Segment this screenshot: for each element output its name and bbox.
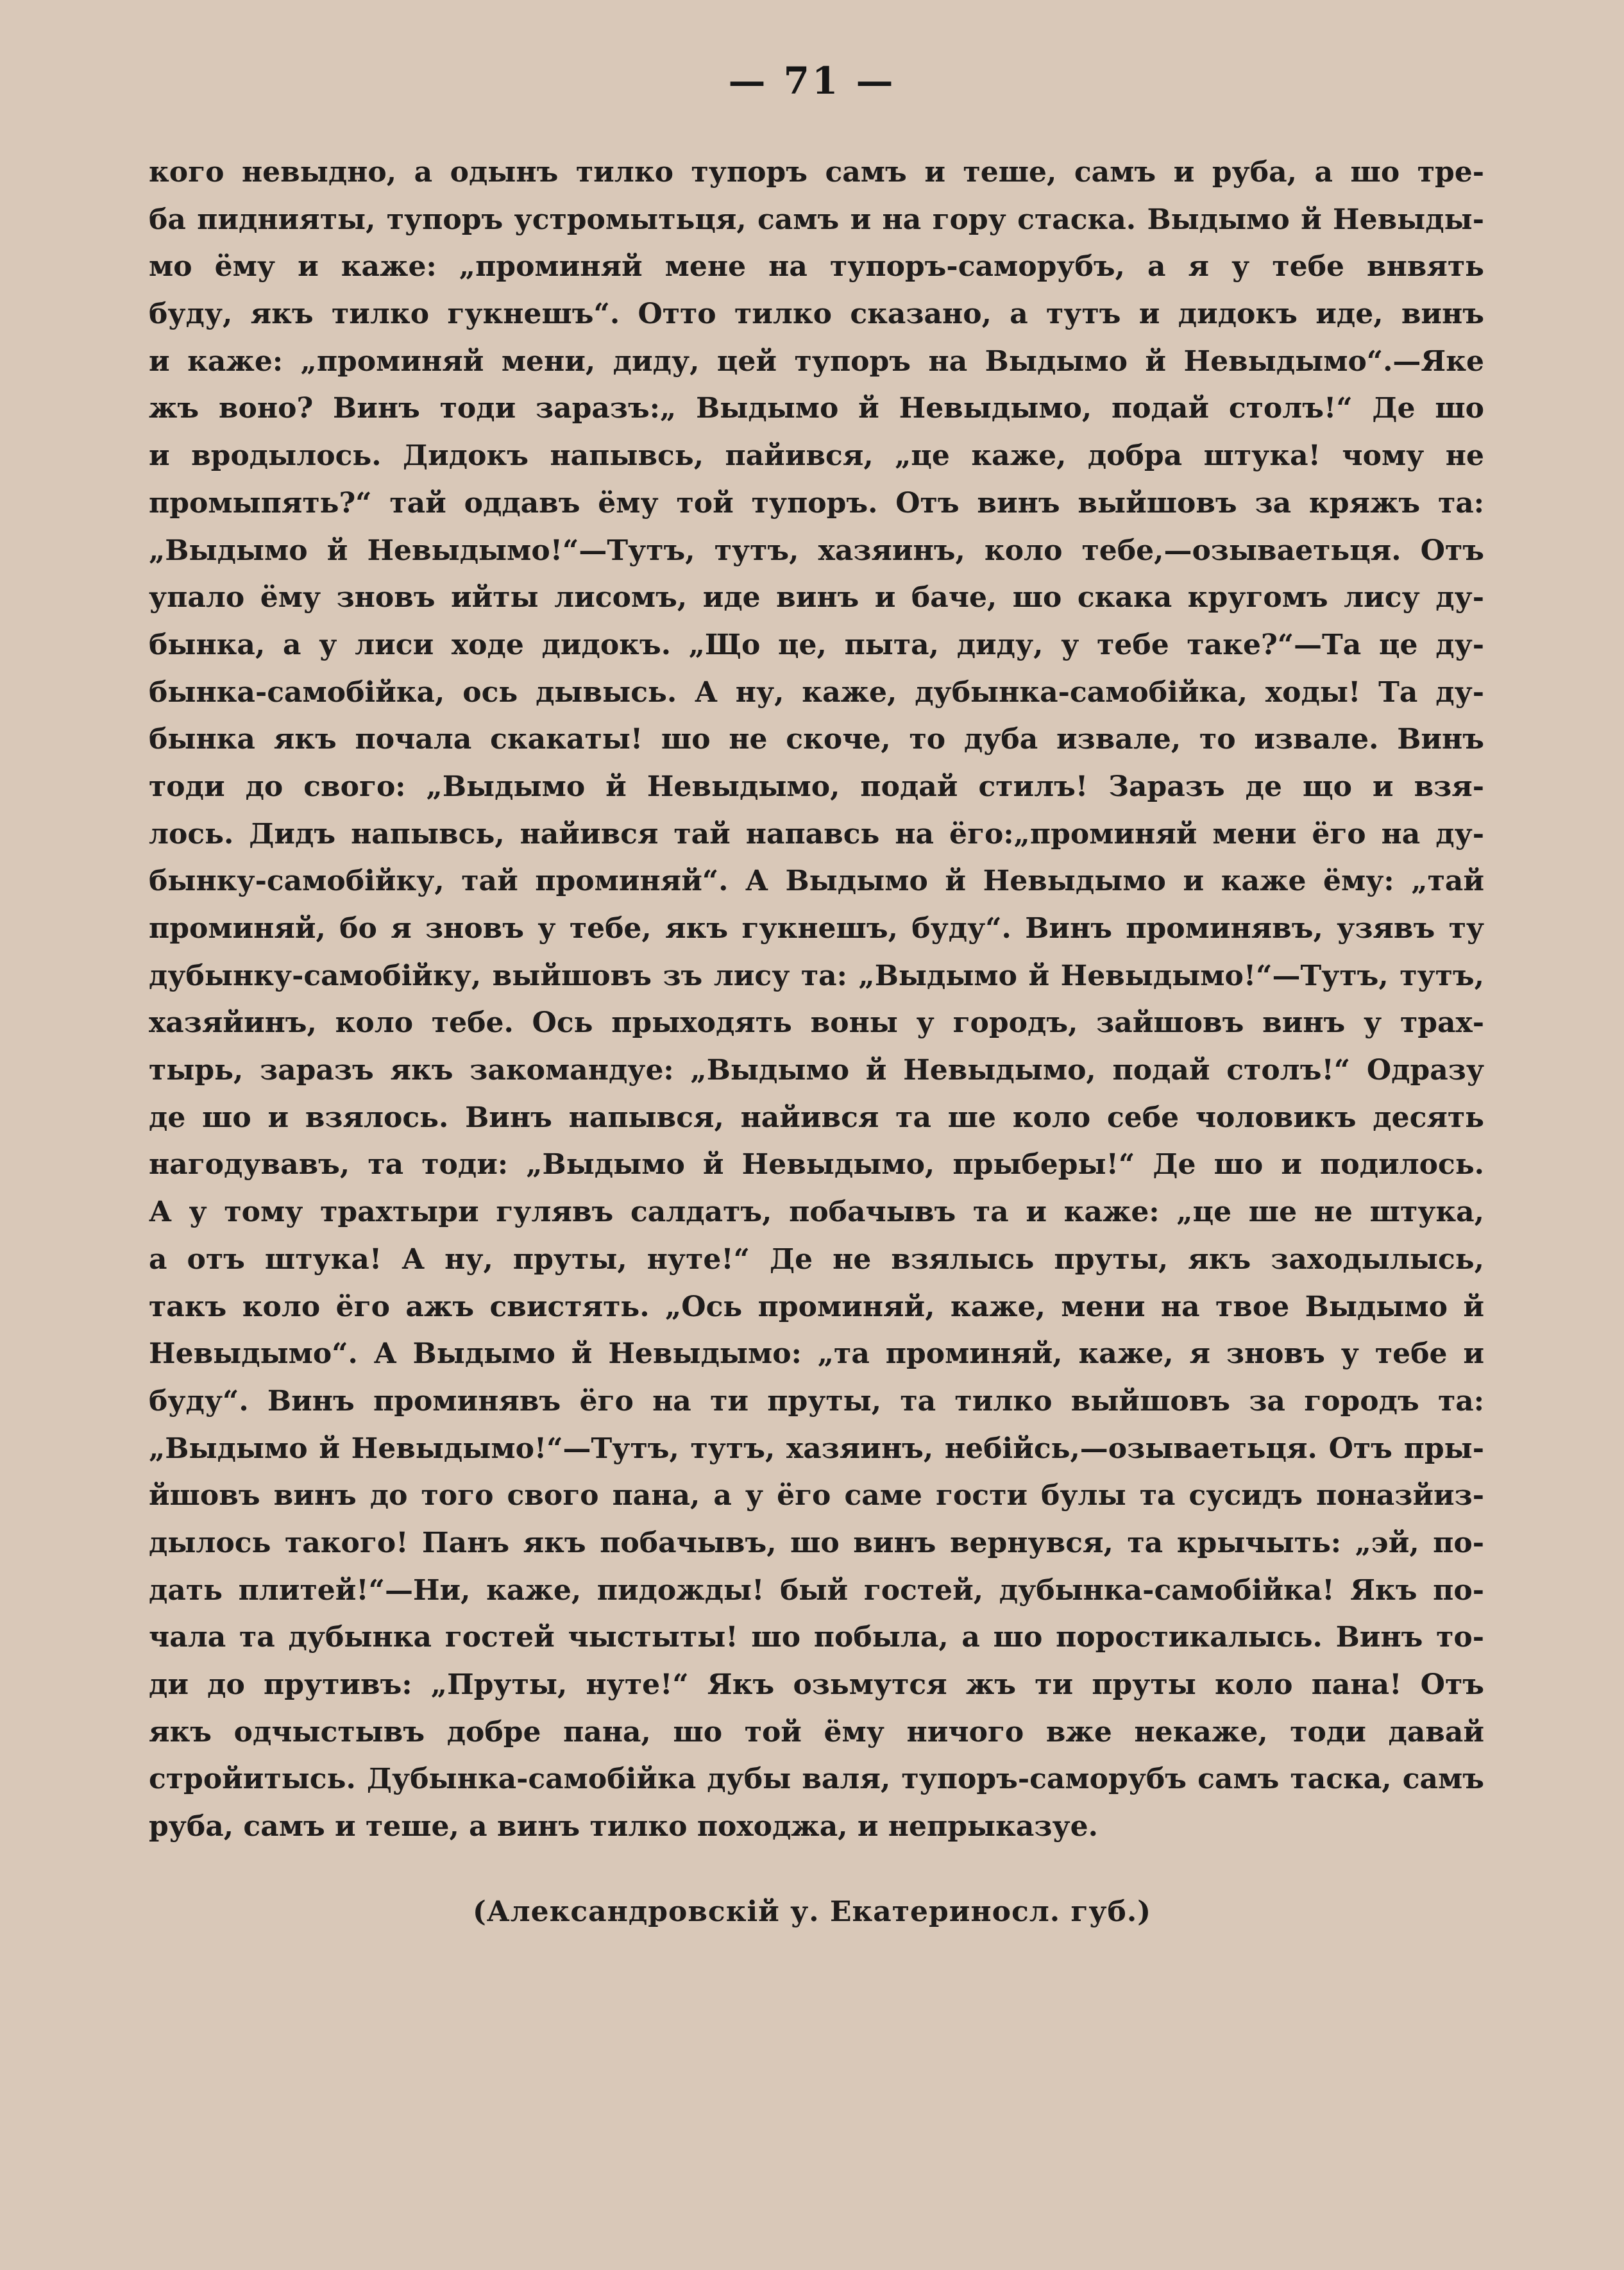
text-line: жъ воно? Винъ тоди заразъ:„ Выдымо й Невыдымо, подай столъ!“ Де шо — [149, 392, 1484, 425]
text-line: а отъ штука! А ну, пруты, нуте!“ Де не взялысь пруты, якъ заходылысь, — [149, 1242, 1484, 1276]
text-line: такъ коло ёго ажъ свистять. „Ось проминяй, каже, мени на твое Выдымо й — [149, 1290, 1484, 1323]
text-line: де шо и взялось. Винъ напывся, найився та ше коло себе чоловикъ десять — [149, 1101, 1484, 1134]
text-line: Невыдымо“. А Выдымо й Невыдымо: „та проминяй, каже, я зновъ у тебе и — [149, 1337, 1484, 1371]
text-line: бынку-самобійку, тай проминяй“. А Выдымо й Невыдымо и каже ёму: „тай — [149, 865, 1484, 898]
text-line: йшовъ винъ до того свого пана, а у ёго саме гости булы та сусидъ поназйиз- — [149, 1479, 1484, 1512]
text-line: хазяйинъ, коло тебе. Ось прыходять воны у городъ, зайшовъ винъ у трах- — [149, 1006, 1484, 1040]
text-line: якъ одчыстывъ добре пана, шо той ёму ничого вже некаже, тоди давай — [149, 1715, 1484, 1749]
text-line-last: руба, самъ и теше, а винъ тилко походжа, и непрыказуе. — [149, 1810, 1098, 1843]
text-line: мо ёму и каже: „проминяй мене на тупоръ-саморубъ, а я у тебе внвять — [149, 250, 1484, 284]
source-attribution: (Александровскій у. Екатериносл. губ.) — [472, 1895, 1152, 1928]
text-line: буду“. Винъ проминявъ ёго на ти пруты, та тилко выйшовъ за городъ та: — [149, 1384, 1484, 1418]
text-line: промыпять?“ тай оддавъ ёму той тупоръ. Отъ винъ выйшовъ за кряжъ та: — [149, 486, 1484, 520]
text-line: чала та дубынка гостей чыстыты! шо побыла, а шо поростикалысь. Винъ то- — [149, 1621, 1484, 1654]
text-line: ба пиднияты, тупоръ устромытьця, самъ и на гору стаска. Выдымо й Невыды- — [149, 203, 1484, 236]
text-line: бынка-самобійка, ось дывысь. А ну, каже, дубынка-самобійка, ходы! Та ду- — [149, 675, 1484, 709]
text-line: упало ёму зновъ ийты лисомъ, иде винъ и баче, шо скака кругомъ лису ду- — [149, 581, 1484, 614]
text-line: и каже: „проминяй мени, диду, цей тупоръ на Выдымо й Невыдымо“.—Яке — [149, 344, 1484, 378]
text-line: бынка, а у лиси ходе дидокъ. „Що це, пыта, диду, у тебе таке?“—Та це ду- — [149, 628, 1484, 661]
text-line: тоди до свого: „Выдымо й Невыдымо, подай стилъ! Заразъ де що и взя- — [149, 770, 1484, 803]
text-line: ди до прутивъ: „Пруты, нуте!“ Якъ озьмутся жъ ти пруты коло пана! Отъ — [149, 1668, 1484, 1701]
text-line: кого невыдно, а одынъ тилко тупоръ самъ и теше, самъ и руба, а шо тре- — [149, 156, 1484, 189]
text-line: тырь, заразъ якъ закомандуе: „Выдымо й Невыдымо, подай столъ!“ Одразу — [149, 1054, 1484, 1087]
text-line: дубынку-самобійку, выйшовъ зъ лису та: „Выдымо й Невыдымо!“—Тутъ, тутъ, — [149, 959, 1484, 992]
text-line: нагодувавъ, та тоди: „Выдымо й Невыдымо, прыберы!“ Де шо и подилось. — [149, 1148, 1484, 1182]
text-line: стройитысь. Дубынка-самобійка дубы валя, тупоръ-саморубъ самъ таска, самъ — [149, 1763, 1484, 1796]
text-line: бынка якъ почала скакаты! шо не скоче, то дуба извале, то извале. Винъ — [149, 723, 1484, 756]
text-line: буду, якъ тилко гукнешъ“. Отто тилко сказано, а тутъ и дидокъ иде, винъ — [149, 298, 1484, 331]
text-line: А у тому трахтыри гулявъ салдатъ, побачывъ та и каже: „це ше не штука, — [149, 1196, 1484, 1229]
text-line: дылось такого! Панъ якъ побачывъ, шо винъ вернувся, та крычыть: „эй, по- — [149, 1526, 1484, 1559]
text-line: лось. Дидъ напывсь, найився тай напавсь на ёго:„проминяй мени ёго на ду- — [149, 817, 1484, 851]
text-line: и вродылось. Дидокъ напывсь, пайився, „це каже, добра штука! чому не — [149, 439, 1484, 473]
text-line: „Выдымо й Невыдымо!“—Тутъ, тутъ, хазяинъ, небійсь,—озываетьця. Отъ пры- — [149, 1432, 1484, 1465]
text-line: дать плитей!“—Ни, каже, пидожды! бый гостей, дубынка-самобійка! Якъ по- — [149, 1573, 1484, 1607]
body-text — [149, 149, 1484, 1851]
text-line: „Выдымо й Невыдымо!“—Тутъ, тутъ, хазяинъ, коло тебе,—озываетьця. Отъ — [149, 534, 1484, 567]
page-number: — 71 — — [728, 59, 896, 103]
text-line: проминяй, бо я зновъ у тебе, якъ гукнешъ, буду“. Винъ проминявъ, узявъ ту — [149, 912, 1484, 945]
